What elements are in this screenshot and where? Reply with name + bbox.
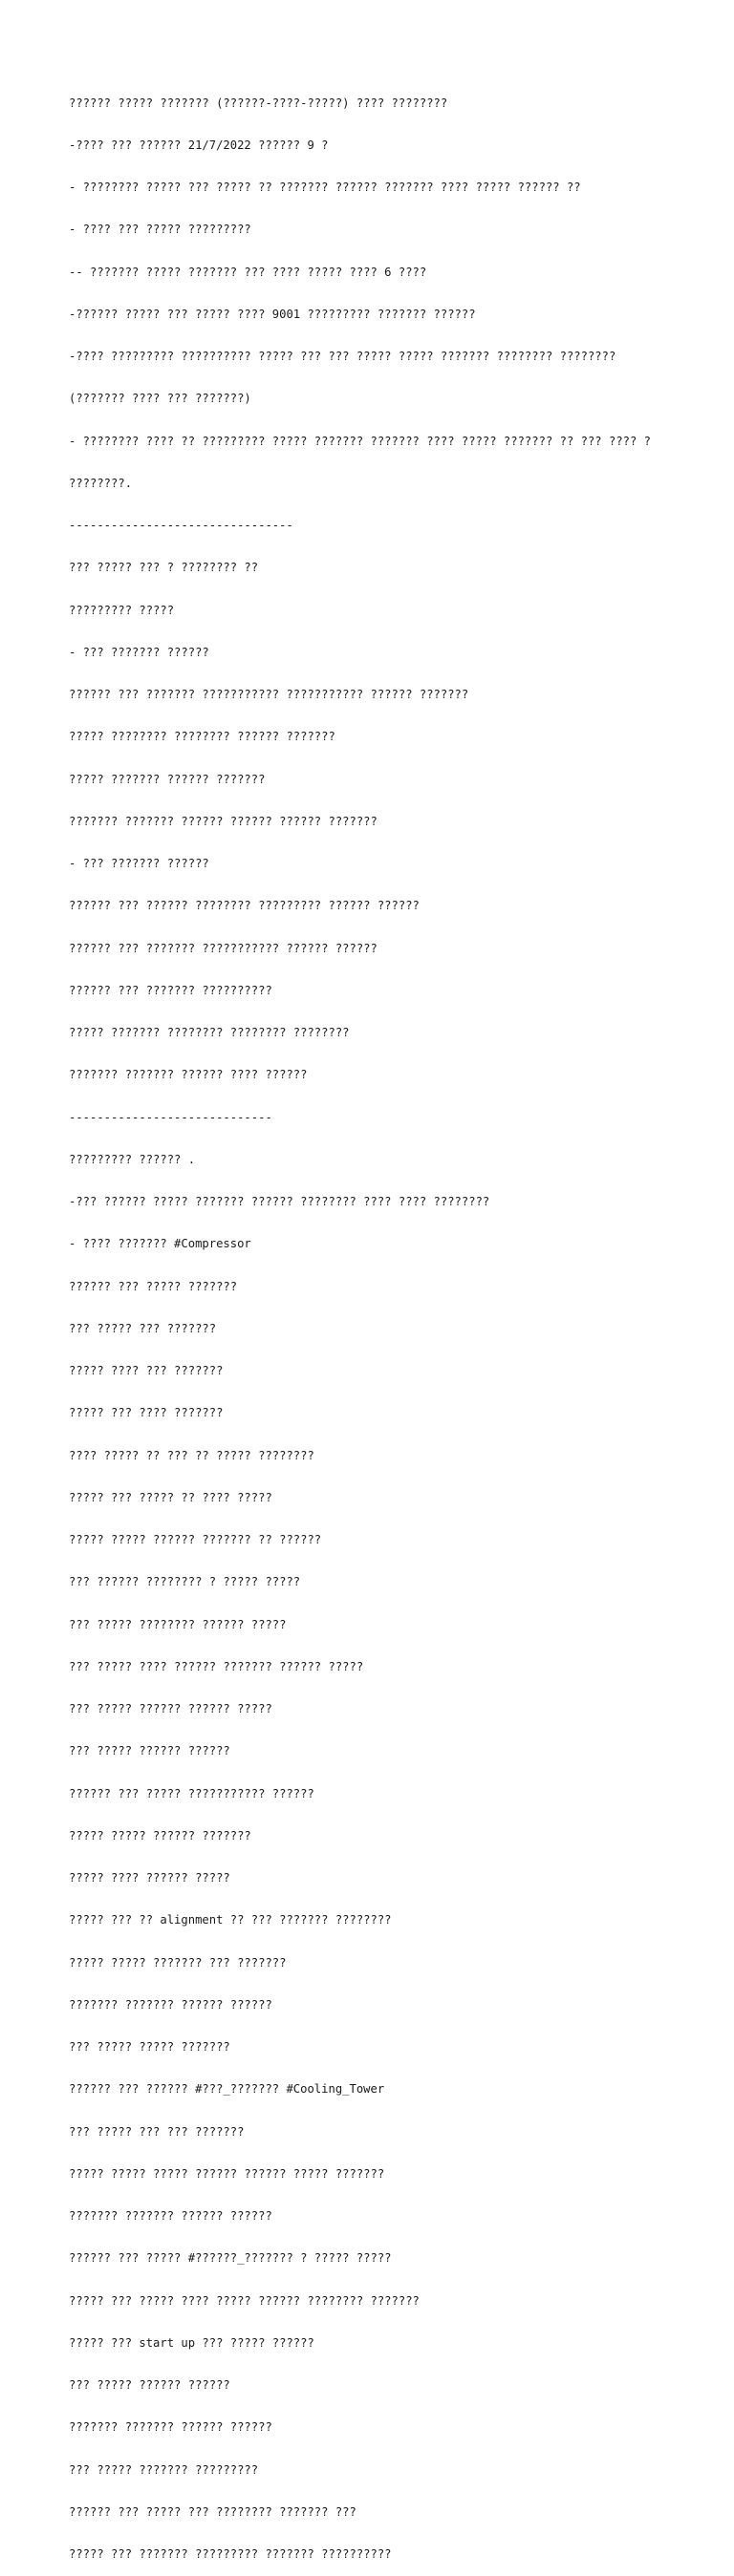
- text-line: ????? ??????? ???????? ???????? ????????: [69, 1026, 350, 1039]
- text-line: ?????? ??? ????? ??? ???????? ??????? ???: [69, 2504, 356, 2519]
- text-line: ????? ??? start up ??? ????? ??????: [69, 2335, 314, 2350]
- text-line: -???? ????????? ?????????? ????? ??? ??? ????? ????? ??????? ???????? ????????: [69, 350, 616, 363]
- text-line: ??????? ??????? ?????? ???? ??????: [69, 1068, 308, 1082]
- text-line: ?????? ??? ????? ???????: [69, 1279, 238, 1293]
- text-line: ????? ????? ????? ?????? ?????? ????? ???????: [69, 2166, 385, 2181]
- text-line: ??????? ??????? ?????? ?????? ?????? ???????: [69, 814, 378, 828]
- text-line: ?????? ??? ??????? ??????????: [69, 983, 272, 997]
- text-line: ????? ????? ??????? ??? ???????: [69, 1955, 287, 1969]
- text-line: ?????? ??? ??????? ??????????? ?????? ??????: [69, 941, 378, 955]
- text-line: ??? ????? ??????? ?????????: [69, 2462, 259, 2477]
- text-line: ??????? ??????? ?????? ??????: [69, 1997, 272, 2012]
- text-line: ????? ???????? ???????? ?????? ???????: [69, 730, 335, 744]
- text-line: ?????? ??? ????? #??????_??????? ? ????? ?????: [69, 2251, 392, 2266]
- text-line: ????? ??? ?? alignment ?? ??? ??????? ????????: [69, 1913, 392, 1927]
- text-line: - ???????? ????? ??? ????? ?? ??????? ?????? ??????? ???? ????? ?????? ??: [69, 181, 581, 194]
- text-line: ?????? ????? ??????? (??????-????-?????) ???? ????????: [69, 96, 448, 110]
- text-line: ????? ??? ???? ???????: [69, 1406, 224, 1420]
- text-line: ??? ????? ??? ???????: [69, 1321, 217, 1335]
- text-line: ????? ??????? ?????? ???????: [69, 772, 266, 786]
- text-line: ????????.: [69, 476, 133, 490]
- text-line: ??? ????? ????? ???????: [69, 2040, 230, 2054]
- text-line: ????? ??? ????? ?? ???? ?????: [69, 1490, 272, 1504]
- text-line: - ???? ??????? #Compressor: [69, 1237, 251, 1251]
- separator-line: --------------------------------: [69, 519, 293, 532]
- text-line: ??? ????? ???? ?????? ??????? ?????? ?????: [69, 1659, 364, 1673]
- text-line: ?????? ??? ?????? ???????? ????????? ?????? ??????: [69, 899, 420, 913]
- text-line: ??????? ??????? ?????? ??????: [69, 2420, 272, 2435]
- text-line: ??????? ??????? ?????? ??????: [69, 2209, 272, 2223]
- text-line: ??? ????? ?????? ?????? ?????: [69, 1702, 272, 1715]
- text-line: - ???????? ???? ?? ????????? ????? ??????? ??????? ???? ????? ??????? ?? ??? ???? ?: [69, 434, 652, 448]
- text-line: -- ??????? ????? ??????? ??? ???? ????? ???? 6 ????: [69, 265, 427, 279]
- text-line: ?????? ??? ??????? ??????????? ??????????? ?????? ???????: [69, 688, 469, 701]
- text-line: ????? ??? ??????? ????????? ??????? ??????????: [69, 2547, 392, 2561]
- text-line: ????? ????? ?????? ??????? ?? ??????: [69, 1533, 322, 1546]
- text-line: ??? ????? ?????? ??????: [69, 1744, 230, 1758]
- text-line: ??? ????? ?????? ??????: [69, 2378, 230, 2392]
- text-line: - ???? ??? ????? ?????????: [69, 223, 251, 237]
- text-line: ??? ????? ??? ? ???????? ??: [69, 561, 259, 575]
- text-line: ????? ???? ??? ???????: [69, 1364, 224, 1377]
- text-line: ????????? ?????? .: [69, 1152, 196, 1166]
- text-line: ?????? ??? ?????? #???_??????? #Cooling_Tower: [69, 2082, 385, 2097]
- text-line: ?????? ??? ????? ??????????? ??????: [69, 1786, 314, 1800]
- text-line: ???? ????? ?? ??? ?? ????? ????????: [69, 1448, 314, 1462]
- text-line: ????? ??? ????? ???? ????? ?????? ???????? ???????: [69, 2293, 420, 2308]
- text-line: -???? ??? ?????? 21/7/2022 ?????? 9 ?: [69, 138, 329, 152]
- document-body: [69, 68, 680, 2576]
- text-line: ??? ?????? ???????? ? ????? ?????: [69, 1575, 301, 1589]
- text-line: - ??? ??????? ??????: [69, 645, 209, 659]
- text-line: -??? ?????? ????? ??????? ?????? ???????? ???? ???? ????????: [69, 1195, 490, 1208]
- separator-line: -----------------------------: [69, 1110, 272, 1124]
- text-line: ??? ????? ??? ??? ???????: [69, 2124, 245, 2139]
- text-line: ????? ????? ?????? ???????: [69, 1828, 251, 1842]
- text-line: (??????? ???? ??? ???????): [69, 392, 251, 406]
- text-line: ????? ???? ?????? ?????: [69, 1871, 230, 1884]
- text-line: -?????? ????? ??? ????? ???? 9001 ????????? ??????? ??????: [69, 307, 476, 321]
- text-line: ??? ????? ???????? ?????? ?????: [69, 1617, 287, 1631]
- text-line: ????????? ?????: [69, 603, 175, 617]
- text-line: - ??? ??????? ??????: [69, 857, 209, 870]
